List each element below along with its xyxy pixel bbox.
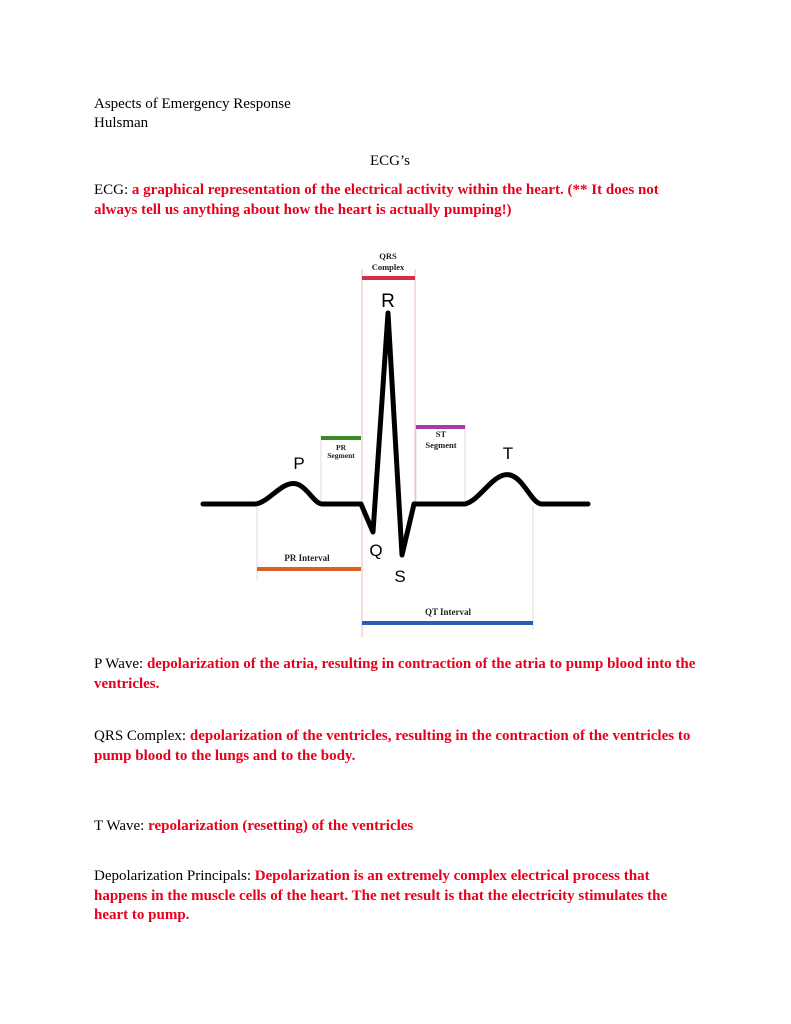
- definition-depolarization: [94, 867, 704, 926]
- qrs-complex-label: QRS: [379, 251, 397, 261]
- wave-label-t: T: [502, 444, 514, 463]
- wave-label-s: S: [394, 567, 406, 586]
- definition-term: P Wave:: [94, 656, 147, 672]
- ecg-trace: [203, 313, 588, 555]
- definition-term: ECG:: [94, 182, 132, 198]
- pr-segment-label: PR: [336, 443, 346, 452]
- pr-interval-label: PR Interval: [284, 553, 330, 563]
- definition-term: T Wave:: [94, 818, 149, 834]
- definition-term: Depolarization Principals:: [94, 868, 255, 884]
- definition-term: QRS Complex:: [94, 728, 190, 744]
- author-name: Hulsman: [94, 115, 149, 131]
- wave-label-p: P: [293, 454, 305, 473]
- definition-ecg: [94, 181, 704, 220]
- definition-text: depolarization of the ventricles, resulting in the contraction of the ventricles to pump blood to the lungs and to the body.: [94, 728, 691, 764]
- definition-text: a graphical representation of the electrical activity within the heart. (** It does not always tell us anything about how the heart is actually pumping!): [94, 182, 659, 218]
- qt-interval-label: QT Interval: [424, 607, 472, 617]
- pr-segment-label: Segment: [327, 451, 355, 460]
- wave-label-q: Q: [369, 541, 383, 560]
- definition-text: repolarization (resetting) of the ventricles: [148, 818, 414, 834]
- wave-label-r: R: [381, 291, 395, 312]
- definition-p-wave: [94, 655, 704, 694]
- definition-t-wave: [94, 817, 704, 837]
- definition-qrs-complex: [94, 727, 704, 766]
- qrs-complex-label: Complex: [371, 262, 405, 272]
- page-title: ECG’s: [370, 153, 411, 169]
- definition-text: Depolarization is an extremely complex electrical process that happens in the muscle cells of the heart. The net result is that the electricity stimulates the heart to pump.: [94, 868, 668, 923]
- st-segment-label: Segment: [425, 440, 457, 450]
- ecg-waveform-diagram: [195, 245, 595, 640]
- st-segment-label: ST: [435, 429, 447, 439]
- definition-text: depolarization of the atria, resulting in contraction of the atria to pump blood into the ventricles.: [94, 656, 696, 692]
- course-title: Aspects of Emergency Response: [94, 96, 291, 112]
